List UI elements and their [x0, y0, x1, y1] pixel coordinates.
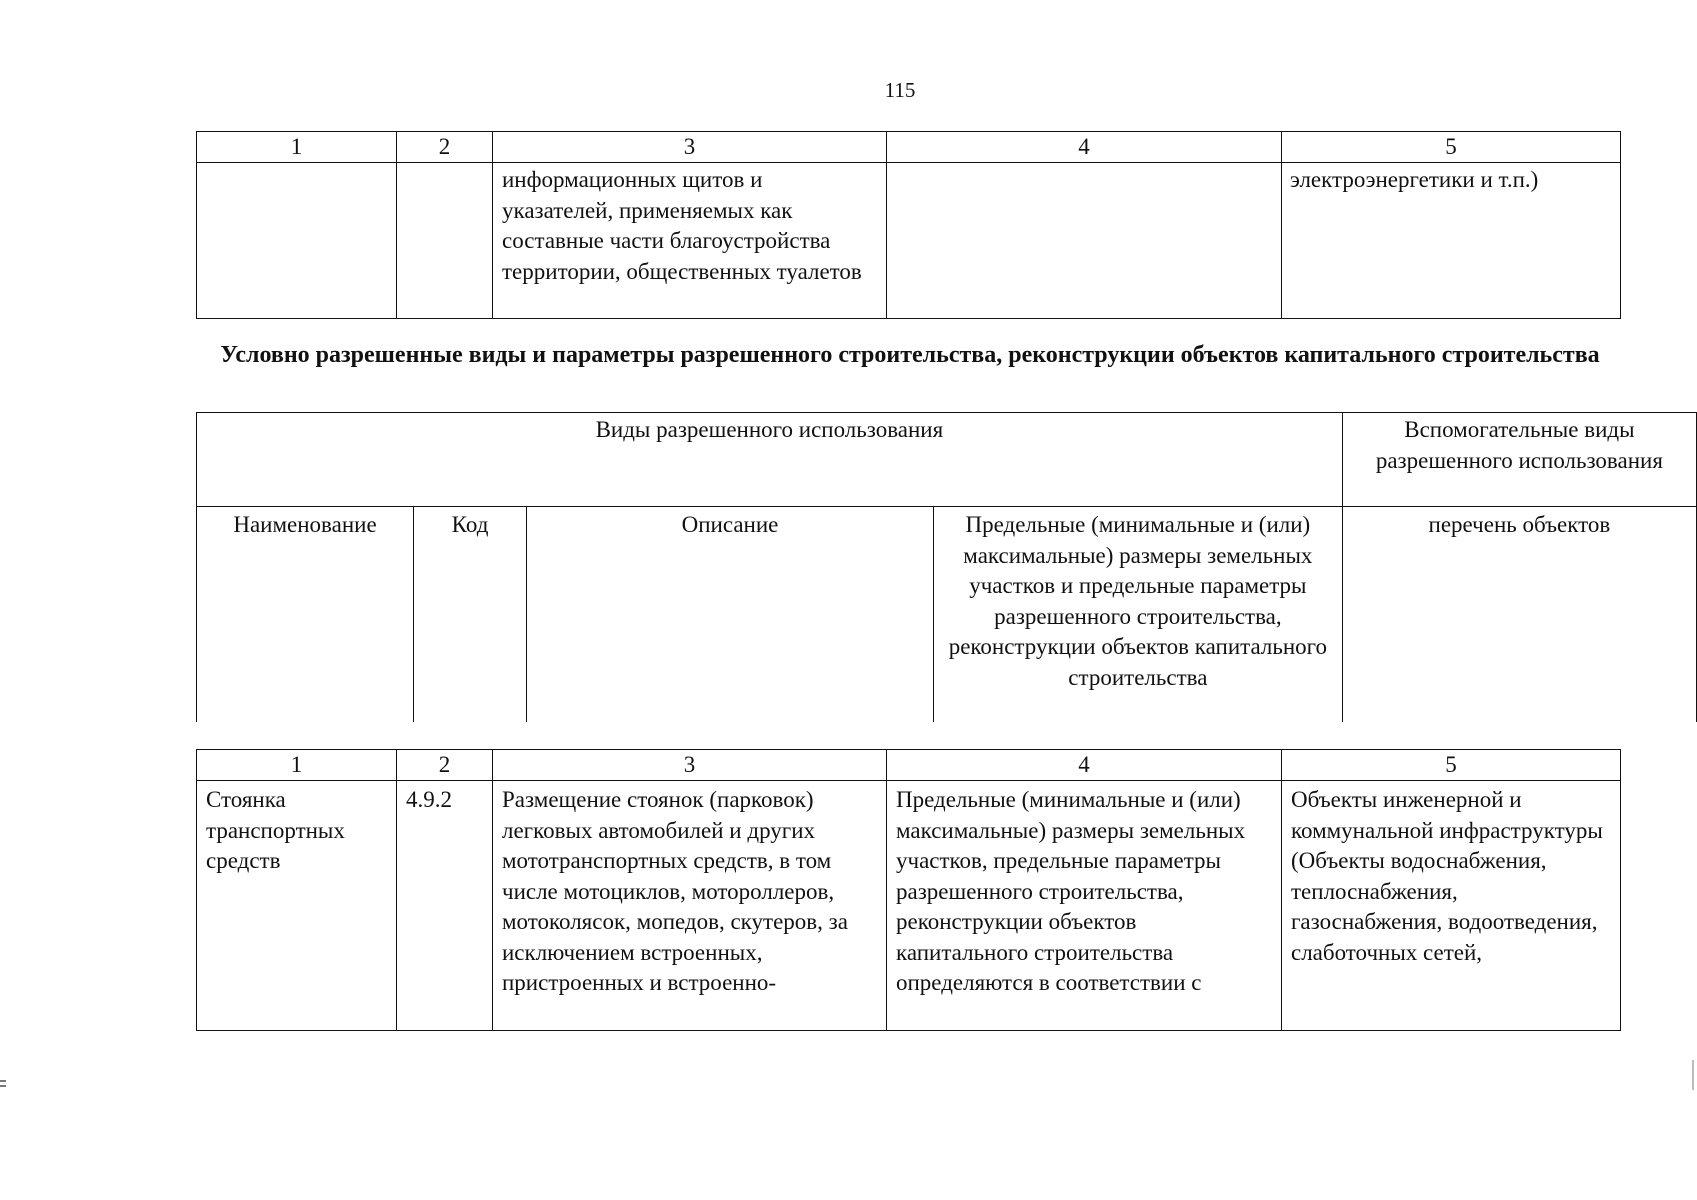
cell-auxiliary: электроэнергетики и т.п.): [1282, 163, 1621, 319]
section-title: Условно разрешенные виды и параметры разрешенного строительства, реконструкции объектов капитального строительства: [220, 342, 1600, 368]
column-number-2: 2: [397, 132, 493, 163]
header-objects-list: перечень объектов: [1342, 507, 1696, 723]
data-table: [196, 749, 1621, 1031]
column-number-3: 3: [493, 750, 887, 781]
column-number-row: [197, 132, 1621, 163]
column-number-3: 3: [493, 132, 887, 163]
column-number-5: 5: [1282, 132, 1621, 163]
header-aux-group: Вспомогательные виды разрешенного использования: [1342, 413, 1696, 507]
table-row: [197, 781, 1621, 1031]
cell-parameters: Предельные (минимальные и (или) максимальные) размеры земельных участков, предельные параметры разрешенного строительства, реконструкции объектов капитального строительства определяются в соответствии с: [887, 781, 1282, 1031]
cell-description: информационных щитов и указателей, применяемых как составные части благоустройства территории, общественных туалетов: [493, 163, 887, 319]
cell-description: Размещение стоянок (парковок) легковых автомобилей и других мототранспортных средств, в том числе мотоциклов, мотороллеров, мотоколясок, мопедов, скутеров, за исключением встроенных, пристроенных и встроенно-: [493, 781, 887, 1031]
header-table: [196, 412, 1697, 722]
table-row: [197, 163, 1621, 319]
header-description: Описание: [527, 507, 934, 723]
cell-code: 4.9.2: [397, 781, 493, 1031]
continuation-table: [196, 131, 1621, 319]
cell-code: [397, 163, 493, 319]
column-number-4: 4: [887, 750, 1282, 781]
header-group-row: [197, 413, 1697, 507]
cell-auxiliary: Объекты инженерной и коммунальной инфраструктуры (Объекты водоснабжения, теплоснабжения, газоснабжения, водоотведения, слаботочных сетей,: [1282, 781, 1621, 1031]
header-parameters: Предельные (минимальные и (или) максимальные) размеры земельных участков и предельные параметры разрешенного строительства, реконструкции объектов капитального строительства: [933, 507, 1342, 723]
header-code: Код: [414, 507, 527, 723]
column-number-1: 1: [197, 750, 397, 781]
header-main-group: Виды разрешенного использования: [197, 413, 1343, 507]
column-number-1: 1: [197, 132, 397, 163]
column-number-2: 2: [397, 750, 493, 781]
column-number-5: 5: [1282, 750, 1621, 781]
cell-parameters: [887, 163, 1282, 319]
page-number: 115: [884, 78, 916, 102]
header-name: Наименование: [197, 507, 414, 723]
column-number-row: [197, 750, 1621, 781]
cell-name: Стоянка транспортных средств: [197, 781, 397, 1031]
header-column-row: [197, 507, 1697, 723]
cell-name: [197, 163, 397, 319]
scan-mark-right: [1692, 1060, 1694, 1090]
scan-mark-left: [0, 1080, 6, 1082]
column-number-4: 4: [887, 132, 1282, 163]
scan-mark-left: [0, 1085, 6, 1087]
